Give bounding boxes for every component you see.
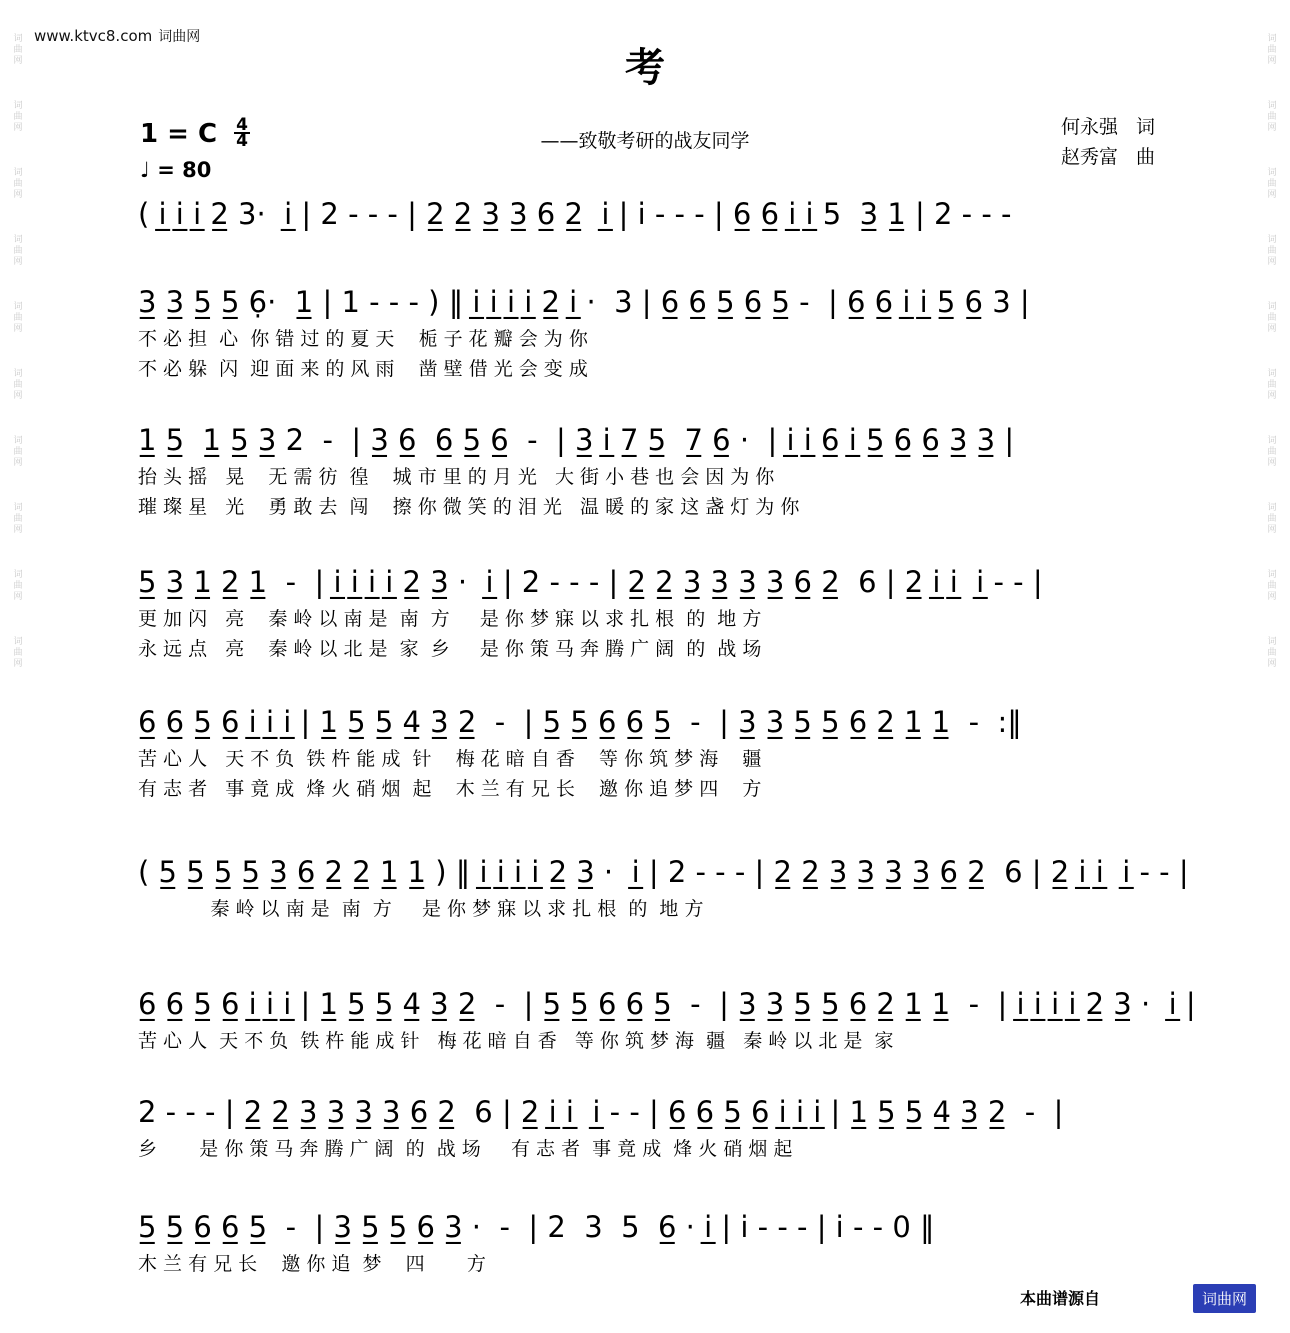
score-system <box>138 192 1158 236</box>
lyric-line: 苦 心 人 天 不 负 铁 杵 能 成 针 梅 花 暗 自 香 等 你 筑 梦 海 疆 <box>138 748 762 770</box>
watermark-text: 词 曲 网 <box>1267 436 1277 468</box>
watermark-text: 词 曲 网 <box>1267 369 1277 401</box>
watermark-text: 词 曲 网 <box>1267 637 1277 669</box>
site-badge[interactable]: 词曲网 <box>1193 1284 1256 1313</box>
notation-line: 6̲ 6̲ 5̲ 6̲ i̲ i̲ i̲ | 1̲ 5̲ 5̲ 4̲ 3̲ 2̲ - | 5̲ 5̲ 6̲ 6̲ 5̲ - | 3̲ 3̲ 5̲ 5̲ 6̲ 2̲ 1̲ 1̲ - | i̲ i̲ i̲ i̲ 2̲ 3̲ · i̲ | <box>138 987 1196 1021</box>
credits <box>1061 112 1155 172</box>
score-system <box>138 700 1158 804</box>
page-title: 考 <box>625 45 665 91</box>
watermark-text: 词 曲 网 <box>1267 570 1277 602</box>
lyric-line: 木 兰 有 兄 长 邀 你 追 梦 四 方 <box>138 1253 486 1275</box>
watermark-text: 词 曲 网 <box>13 637 23 669</box>
watermark-text: 词 曲 网 <box>13 302 23 334</box>
score-system <box>138 850 1189 924</box>
lyric-line: 不 必 担 心 你 错 过 的 夏 天 栀 子 花 瓣 会 为 你 <box>138 328 588 350</box>
time-signature-numerator: 4 <box>236 115 248 135</box>
score-system <box>138 560 1158 664</box>
notation-line: 2 - - - | 2̲ 2̲ 3̲ 3̲ 3̲ 3̲ 6̲ 2̲ 6 | 2̲ i̲ i̲ i̲ - - | 6̲ 6̲ 5̲ 6̲ i̲ i̲ i̲ | 1̲ 5̲ 5̲ 4̲ 3̲ 2̲ - | <box>138 1095 1064 1129</box>
watermark-text: 词 曲 网 <box>13 101 23 133</box>
lyric-line: 苦 心 人 天 不 负 铁 杵 能 成 针 梅 花 暗 自 香 等 你 筑 梦 海 疆 秦 岭 以 北 是 家 <box>138 1030 894 1052</box>
lyric-line: 永 远 点 亮 秦 岭 以 北 是 家 乡 是 你 策 马 奔 腾 广 阔 的 战 场 <box>138 638 762 660</box>
time-signature-denominator: 4 <box>236 131 248 151</box>
notation-line: 1̲ 5̲ 1̲ 5̲ 3̲ 2 - | 3̲ 6̲ 6̲ 5̲ 6̲ - | 3̲ i̲ 7̲ 5̲ 7̲ 6̲ · | i̲ i̲ 6̲ i̲ 5̲ 6̲ 6̲ 3̲ 3̲ | <box>138 423 1015 457</box>
watermark-text: 词 曲 网 <box>1267 101 1277 133</box>
watermark-text: 词 曲 网 <box>13 570 23 602</box>
watermark-text: 词 曲 网 <box>13 34 23 66</box>
lyric-line: 更 加 闪 亮 秦 岭 以 南 是 南 方 是 你 梦 寐 以 求 扎 根 的 地 方 <box>138 608 762 630</box>
watermark-text: 词 曲 网 <box>13 369 23 401</box>
time-signature <box>234 115 250 151</box>
source-label: 本曲谱源自 <box>1019 1289 1100 1308</box>
watermark-text: 词 曲 网 <box>13 503 23 535</box>
notation-line: 3̲ 3̲ 5̲ 5̲ 6̣· 1̲ | 1 - - - ) ‖ i̲ i̲ i̲ i̲ 2̲ i̲ · 3 | 6̲ 6̲ 5̲ 6̲ 5̲ - | 6̲ 6̲ i̲ i̲ 5̲ 6̲ 3 | <box>138 285 1030 319</box>
lyric-line: 璀 璨 星 光 勇 敢 去 闯 擦 你 微 笑 的 泪 光 温 暖 的 家 这 盏 灯 为 你 <box>138 496 800 518</box>
site-url-text: www.ktvc8.com <box>34 27 153 45</box>
lyricist-line <box>1061 112 1155 142</box>
score-system <box>138 1205 1158 1279</box>
watermark-text: 词 曲 网 <box>1267 34 1277 66</box>
key-signature <box>140 115 250 151</box>
lyricist-name: 何永强 <box>1060 116 1118 138</box>
watermark-strip-right <box>1254 0 1290 1333</box>
watermark-text: 词 曲 网 <box>1267 302 1277 334</box>
key-text: 1 = C <box>140 119 218 149</box>
score-system <box>138 418 1158 522</box>
lyric-line: 乡 是 你 策 马 奔 腾 广 阔 的 战 场 有 志 者 事 竟 成 烽 火 硝 烟 起 <box>138 1138 793 1160</box>
watermark-strip-left <box>0 0 36 1333</box>
lyric-line: 抬 头 摇 晃 无 需 彷 徨 城 市 里 的 月 光 大 街 小 巷 也 会 因 为 你 <box>138 466 775 488</box>
watermark-text: 词 曲 网 <box>13 235 23 267</box>
lyric-line: 有 志 者 事 竟 成 烽 火 硝 烟 起 木 兰 有 兄 长 邀 你 追 梦 四 方 <box>138 778 762 800</box>
notation-line: ( i̲ i̲ i̲ 2̲ 3· i̲ | 2 - - - | 2̲ 2̲ 3̲ 3̲ 6̲ 2̲ i̲ | i - - - | 6̲ 6̲ i̲ i̲ 5 3̲ 1̲ | 2 - - - <box>138 197 1012 231</box>
lyricist-role: 词 <box>1135 116 1155 138</box>
score-system <box>138 982 1196 1056</box>
site-name: 词曲网 <box>158 29 201 45</box>
score-system <box>138 1090 1158 1164</box>
lyric-line: 秦 岭 以 南 是 南 方 是 你 梦 寐 以 求 扎 根 的 地 方 <box>138 898 704 920</box>
watermark-text: 词 曲 网 <box>1267 168 1277 200</box>
notation-line: 6̲ 6̲ 5̲ 6̲ i̲ i̲ i̲ | 1̲ 5̲ 5̲ 4̲ 3̲ 2̲ - | 5̲ 5̲ 6̲ 6̲ 5̲ - | 3̲ 3̲ 5̲ 5̲ 6̲ 2̲ 1̲ 1̲ - :‖ <box>138 705 1022 739</box>
lyric-line: 不 必 躲 闪 迎 面 来 的 风 雨 凿 壁 借 光 会 变 成 <box>138 358 588 380</box>
score-system <box>138 280 1158 384</box>
notation-line: 5̲ 5̲ 6̲ 6̲ 5̲ - | 3̲ 5̲ 5̲ 6̲ 3̲ · - | 2 3 5 6̲ · i̲ | i - - - | i - - 0 ‖ <box>138 1210 935 1244</box>
watermark-text: 词 曲 网 <box>13 436 23 468</box>
watermark-text: 词 曲 网 <box>1267 235 1277 267</box>
composer-role: 曲 <box>1135 146 1155 168</box>
composer-line <box>1061 142 1155 172</box>
watermark-text: 词 曲 网 <box>1267 503 1277 535</box>
tempo-marking: ♩ = 80 <box>140 158 212 182</box>
notation-line: 5̲ 3̲ 1̲ 2̲ 1̲ - | i̲ i̲ i̲ i̲ 2̲ 3̲ · i̲ | 2 - - - | 2̲ 2̲ 3̲ 3̲ 3̲ 3̲ 6̲ 2̲ 6 | 2̲ i̲ i̲ i̲ - - | <box>138 565 1043 599</box>
notation-line: ( 5̲ 5̲ 5̲ 5̲ 3̲ 6̲ 2̲ 2̲ 1̲ 1̲ ) ‖ i̲ i̲ i̲ i̲ 2̲ 3̲ · i̲ | 2 - - - | 2̲ 2̲ 3̲ 3̲ 3̲ 3̲ 6̲ 2̲ 6 | 2̲ i̲ i̲ i̲ - - | <box>138 855 1189 889</box>
composer-name: 赵秀富 <box>1060 146 1118 168</box>
page-subtitle: ——致敬考研的战友同学 <box>540 130 750 152</box>
watermark-text: 词 曲 网 <box>13 168 23 200</box>
